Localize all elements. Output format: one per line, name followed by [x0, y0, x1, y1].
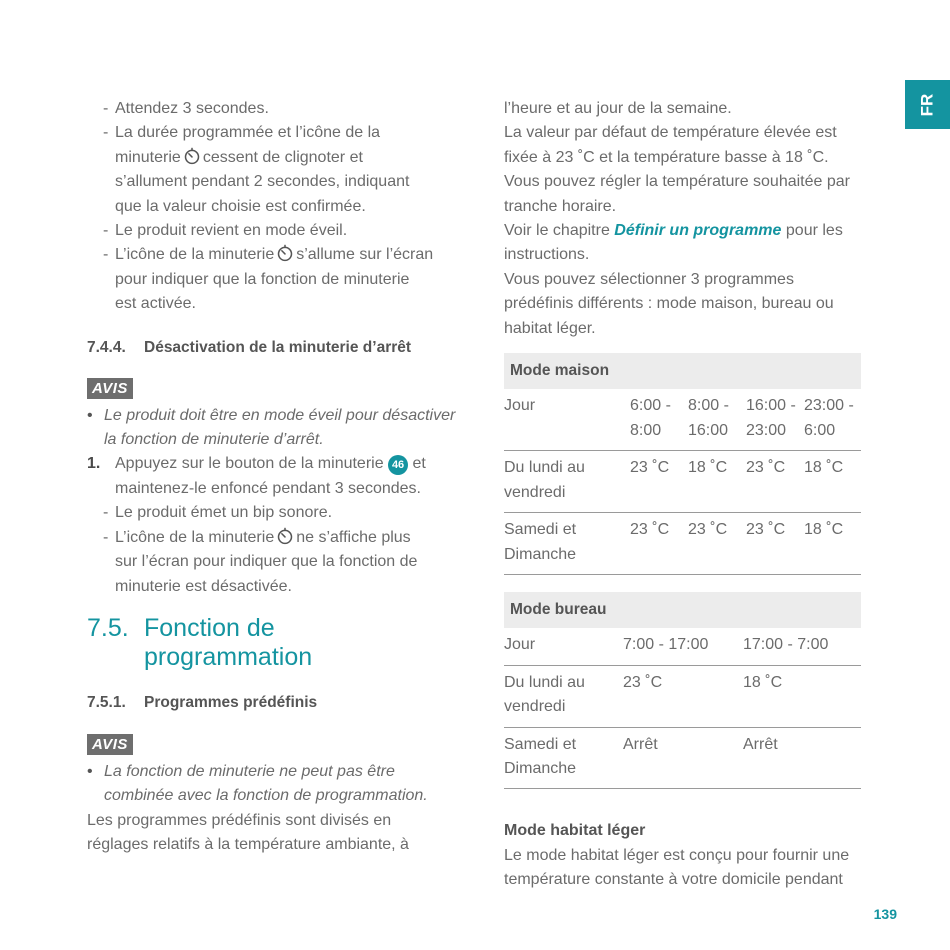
- paragraph-line: Le mode habitat léger est conçu pour fournir une: [504, 846, 850, 864]
- step-line: minuterie est désactivée.: [115, 577, 292, 595]
- paragraph-line: température constante à votre domicile pendant: [504, 871, 843, 889]
- step-line: - La durée programmée et l’icône de la: [87, 121, 455, 145]
- paragraph-line: instructions.: [504, 246, 590, 264]
- mode-bureau-table: [504, 592, 861, 789]
- paragraph-line: réglages relatifs à la température ambiante, à: [87, 836, 409, 854]
- left-column: [87, 97, 455, 858]
- step-line: - L’icône de la minuterie s’allume sur l’écran: [87, 243, 455, 267]
- note-line: • La fonction de minuterie ne peut pas être: [87, 760, 455, 784]
- step-line: pour indiquer que la fonction de minuterie: [115, 270, 410, 288]
- step-line: sur l’écran pour indiquer que la fonction de: [115, 553, 418, 571]
- paragraph-line: Vous pouvez sélectionner 3 programmes: [504, 270, 794, 288]
- chapter-link[interactable]: Définir un programme: [614, 222, 782, 240]
- step-line: minuterie cessent de clignoter et: [115, 148, 363, 166]
- step-line: que la valeur choisie est confirmée.: [115, 197, 366, 215]
- step-1: 1. Appuyez sur le bouton de la minuterie 46 et: [87, 452, 455, 476]
- table-title: Mode maison: [504, 353, 861, 389]
- step-line: - Le produit revient en mode éveil.: [87, 219, 455, 243]
- paragraph-line: prédéfinis différents : mode maison, bureau ou: [504, 295, 834, 313]
- page-number: 139: [873, 906, 897, 922]
- section-heading-7-4-4: 7.4.4. Désactivation de la minuterie d’arrêt: [87, 338, 412, 356]
- step-line: - Le produit émet un bip sonore.: [87, 501, 455, 525]
- habitat-heading: Mode habitat léger: [504, 822, 646, 840]
- paragraph-line: Voir le chapitre Définir un programme pour les: [504, 222, 843, 240]
- note-line: la fonction de minuterie d’arrêt.: [104, 431, 324, 449]
- avis-label: AVIS: [87, 378, 133, 399]
- timer-icon: [183, 147, 201, 165]
- table-row: Samedi et Dimanche Arrêt Arrêt: [504, 727, 861, 789]
- table-row: Du lundi au vendredi 23 ˚C 18 ˚C 23 ˚C 18 ˚C: [504, 451, 861, 513]
- mode-maison-table: [504, 353, 861, 575]
- step-line: - Attendez 3 secondes.: [87, 97, 455, 121]
- timer-icon: [276, 527, 294, 545]
- paragraph-line: fixée à 23 ˚C et la température basse à 18 ˚C.: [504, 148, 829, 166]
- note-line: combinée avec la fonction de programmation.: [104, 787, 428, 805]
- table-row: Samedi et Dimanche 23 ˚C 23 ˚C 23 ˚C 18 ˚C: [504, 513, 861, 575]
- timer-icon: [276, 244, 294, 262]
- step-line: est activée.: [115, 295, 196, 313]
- right-column: [504, 97, 866, 893]
- language-tab-label: FR: [917, 93, 937, 116]
- language-tab: [905, 80, 950, 129]
- table-row: Jour 7:00 - 17:00 17:00 - 7:00: [504, 628, 861, 665]
- note-line: • Le produit doit être en mode éveil pour désactiver: [87, 404, 455, 428]
- section-heading-7-5-1: 7.5.1. Programmes prédéfinis: [87, 693, 318, 711]
- paragraph-line: La valeur par défaut de température élevée est: [504, 124, 837, 142]
- step-line: maintenez-le enfoncé pendant 3 secondes.: [115, 479, 421, 497]
- paragraph-line: tranche horaire.: [504, 197, 617, 215]
- paragraph-line: Vous pouvez régler la température souhaitée par: [504, 173, 850, 191]
- step-line: - L’icône de la minuterie ne s’affiche plus: [87, 526, 455, 550]
- paragraph-line: Les programmes prédéfinis sont divisés en: [87, 811, 392, 829]
- paragraph-line: habitat léger.: [504, 319, 596, 337]
- section-heading-7-5: 7.5. Fonction de programmation: [87, 613, 313, 671]
- table-title: Mode bureau: [504, 592, 861, 628]
- table-row: Du lundi au vendredi 23 ˚C 18 ˚C: [504, 665, 861, 727]
- avis-label: AVIS: [87, 734, 133, 755]
- table-row: Jour 6:00 - 8:00 8:00 - 16:00 16:00 - 23:00 23:00 - 6:00: [504, 389, 861, 450]
- timer-button-badge: 46: [388, 455, 408, 475]
- paragraph-line: l’heure et au jour de la semaine.: [504, 100, 732, 117]
- step-line: s’allument pendant 2 secondes, indiquant: [115, 173, 410, 191]
